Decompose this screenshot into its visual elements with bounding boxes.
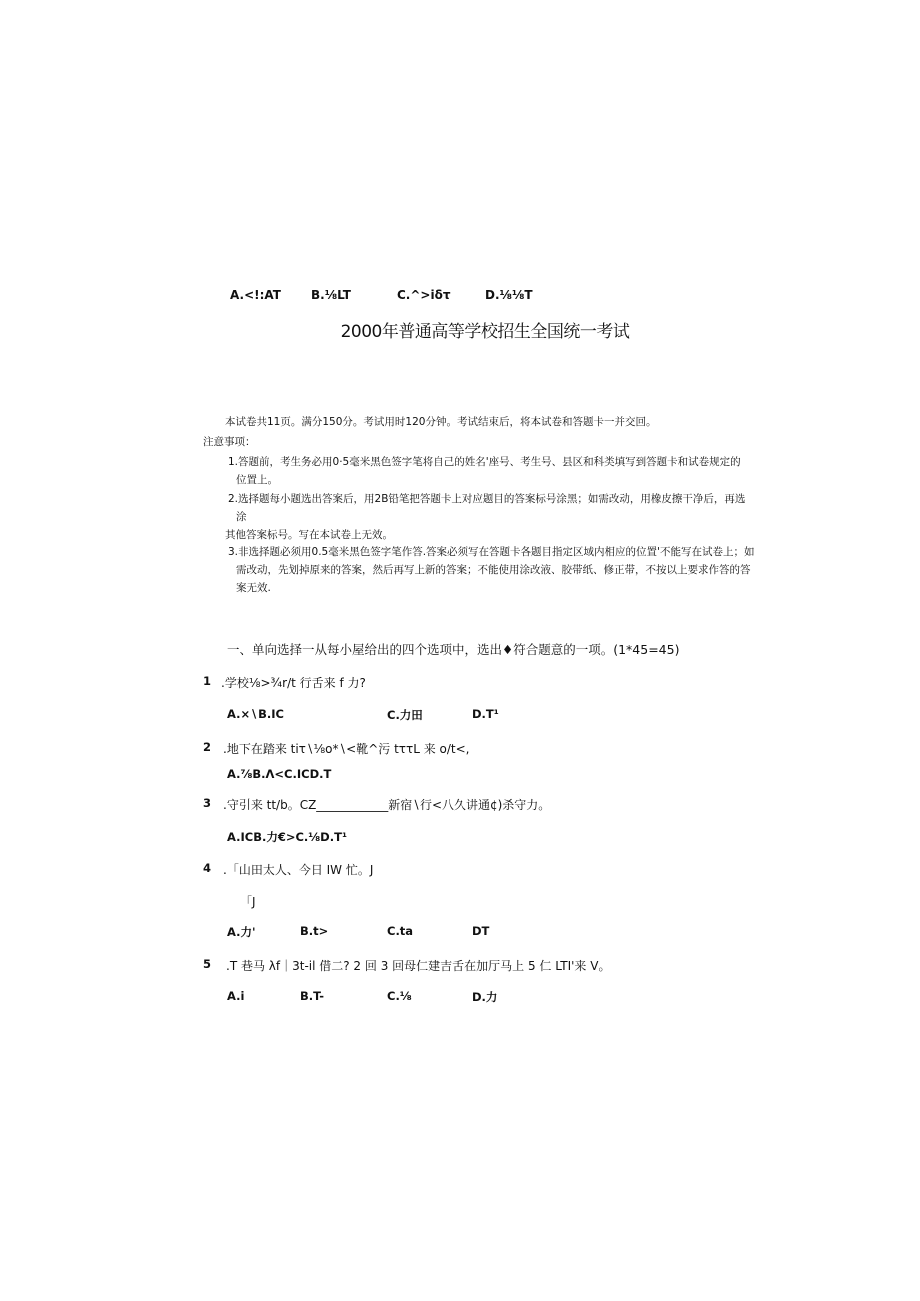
- note-line: 案无效.: [236, 582, 271, 594]
- question-option: A.×∖B.IC: [227, 707, 284, 721]
- question-option: DT: [472, 924, 490, 938]
- section-heading: 一、单向选择一从每小屋给出的四个选项中，选出♦符合题意的一项。(1*45=45): [227, 642, 680, 657]
- question-number: 5: [203, 957, 212, 971]
- top-option-c: C.^>iδτ: [397, 288, 451, 302]
- question-answer-blank: 「J: [240, 895, 256, 909]
- question-option: A.i: [227, 989, 245, 1003]
- notes-heading: 注意事项：: [203, 436, 256, 448]
- question-option: C.力田: [387, 708, 423, 722]
- question-option: B.t>: [300, 924, 329, 938]
- question-text: .地下在踏来 tiτ∖⅛o*∖<靴^污 tττL 来 o/t<,: [223, 742, 470, 756]
- question-option: B.T-: [300, 989, 325, 1003]
- top-option-b: B.⅛LT: [311, 288, 351, 302]
- question-text: .「山田太人、今日 IW 忙。J: [223, 863, 374, 877]
- question-option: A.⅞B.Λ<C.ICD.T: [227, 767, 332, 781]
- question-text: .T 巷马 λf｜3t-il 借二? 2 回 3 回母仁建吉舌在加厅马上 5 仁 LTI'来 V。: [226, 959, 611, 973]
- exam-intro: 本试卷共11页。满分150分。考试用时120分钟。考试结束后，将本试卷和答题卡一并交回。: [225, 416, 657, 428]
- note-line: 位置上。: [236, 474, 278, 486]
- question-option: A.力': [227, 925, 256, 939]
- top-option-a: A.<!:AT: [230, 288, 281, 302]
- question-text: .学校⅛>¾r/t 行舌来 f 力?: [221, 676, 366, 690]
- note-line: 涂: [236, 511, 247, 523]
- question-text: .守引来 tt/b。CZ____________新宿∖行<八久讲通¢)杀守力。: [223, 798, 551, 812]
- question-option: D.T¹: [472, 707, 499, 721]
- question-number: 2: [203, 740, 212, 754]
- note-line: 1.答题前，考生务必用0·5毫米黑色签字笔将自己的姓名'座号、考生号、县区和科类填写到答题卡和试卷规定的: [228, 456, 741, 468]
- note-line: 其他答案标号。写在本试卷上无效。: [225, 529, 393, 541]
- exam-title: 2000年普通高等学校招生全国统一考试: [340, 322, 630, 342]
- question-option: C.⅛: [387, 989, 412, 1003]
- note-line: 3.非选择题必须用0.5毫米黑色签字笔作答.答案必须写在答题卡各题目指定区域内相应的位置'不能写在试卷上；如: [228, 546, 755, 558]
- top-option-d: D.⅛⅛T: [485, 288, 533, 302]
- note-line: 需改动，先划掉原来的答案，然后再写上新的答案；不能使用涂改液、胶带纸、修正带，不按以上要求作答的答: [236, 564, 751, 576]
- question-option: A.ICB.力€>C.⅛D.T¹: [227, 830, 347, 844]
- question-number: 3: [203, 796, 212, 810]
- question-option: D.力: [472, 990, 498, 1004]
- question-number: 1: [203, 674, 212, 688]
- question-option: C.ta: [387, 924, 414, 938]
- note-line: 2.选择题每小题选出答案后，用2B铅笔把答题卡上对应题目的答案标号涂黑；如需改动，用橡皮擦干净后，再选: [228, 493, 746, 505]
- question-number: 4: [203, 861, 212, 875]
